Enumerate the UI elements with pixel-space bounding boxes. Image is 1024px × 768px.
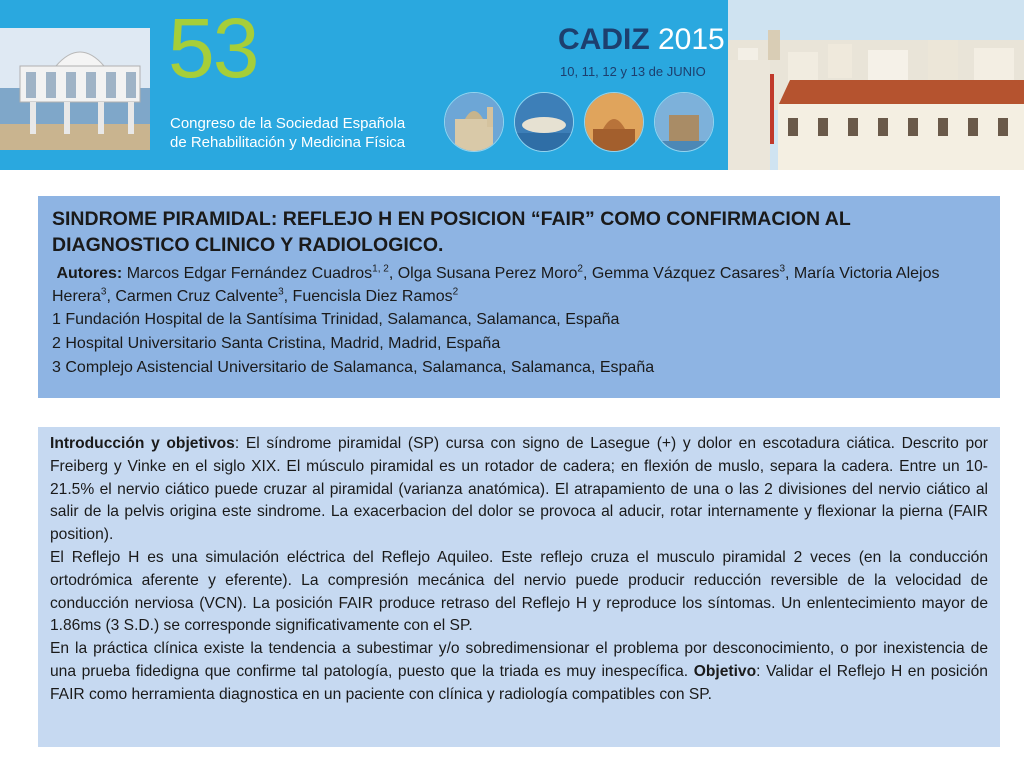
city-name: CADIZ — [558, 23, 650, 56]
authors-line — [52, 262, 986, 308]
affiliation-3: 3 Complejo Asistencial Universitario de Salamanca, Salamanca, Salamanca, España — [52, 359, 655, 376]
beach-pavilion-photo — [0, 28, 150, 150]
castle-photo — [654, 92, 714, 152]
poster-title: SINDROME PIRAMIDAL: REFLEJO H EN POSICION “FAIR” COMO CONFIRMACION AL DIAGNOSTICO CLINICO Y RADIOLOGICO. — [52, 208, 851, 256]
intro-label: Introducción y objetivos — [50, 435, 235, 452]
cadiz-cityscape-photo — [728, 0, 1024, 170]
congress-number: 53 — [168, 1, 258, 95]
author: Marcos Edgar Fernández Cuadros$^{1, 2}$, — [126, 263, 398, 282]
objective-label: Objetivo — [693, 662, 757, 680]
author: Fuencisla Diez Ramos$^2$ — [292, 286, 459, 305]
intro-paragraph-2: El Reflejo H es una simulación eléctrica del Reflejo Aquileo. Este reflejo cruza el musculo piramidal 2 veces (en la conducción ortodrómica aferente y eferente). La compresión mecánica del nervio puede producir reducción reversible de la velocidad de conducción nerviosa (VCN). La posición FAIR produce retraso del Reflejo H y reproduce los síntomas. Un enlentecimiento mayor de 1.86ms (3 S.D.) se corresponde significativamente con el SP. — [50, 548, 988, 635]
aerial-bay-photo — [514, 92, 574, 152]
author: Carmen Cruz Calvente$^3$, — [115, 286, 293, 305]
affiliation-2: 2 Hospital Universitario Santa Cristina, Madrid, Madrid, España — [52, 335, 501, 352]
introduction-block — [38, 427, 1000, 747]
header-banner — [0, 0, 1024, 170]
cathedral-sunset-photo — [584, 92, 644, 152]
intro-paragraph-3: En la práctica clínica existe la tendencia a subestimar y/o sobredimensionar el problema por desconocimiento, o por inexistencia de una prueba fidedigna que confirme tal patología, puesto que la triada es muy inespecífica. Objetivo: Validar el Reflejo H en posición FAIR como herramienta diagnostica en un paciente con clínica y radiología compatibles con SP. — [50, 640, 988, 703]
congress-dates: 10, 11, 12 y 13 de JUNIO — [560, 64, 706, 79]
author: Olga Susana Perez Moro$^2$, — [397, 263, 592, 282]
author: Gemma Vázquez Casares$^3$, — [591, 263, 794, 282]
year: 2015 — [658, 23, 725, 56]
cathedral-photo — [444, 92, 504, 152]
title-block — [38, 196, 1000, 398]
affiliation-1: 1 Fundación Hospital de la Santísima Trinidad, Salamanca, Salamanca, España — [52, 311, 620, 328]
congress-name: Congreso de la Sociedad Española de Rehabilitación y Medicina Física — [170, 115, 406, 151]
intro-paragraph-1: Introducción y objetivos: El síndrome piramidal (SP) cursa con signo de Lasegue (+) y dolor en escotadura ciática. Descrito por Freiberg y Vinke en el siglo XIX. El músculo piramidal es un rotador de cadera; en flexión de muslo, separa la cadera. Entre un 10-21.5% el nervio ciático puede cruzar al piramidal (varianza anatómica). El atrapamiento de una o las 2 divisiones del nervio ciático al salir de la pelvis origina este sindrome. La exacerbacion del dolor se provoca al aducir, rotar internamente y flexionar la pierna (FAIR position). — [50, 435, 988, 544]
authors-label: Autores: — [56, 265, 123, 282]
city-photo-circles — [444, 92, 724, 152]
author: María Victoria Alejos Herera$^3$, — [52, 265, 940, 305]
city-year — [558, 24, 725, 56]
